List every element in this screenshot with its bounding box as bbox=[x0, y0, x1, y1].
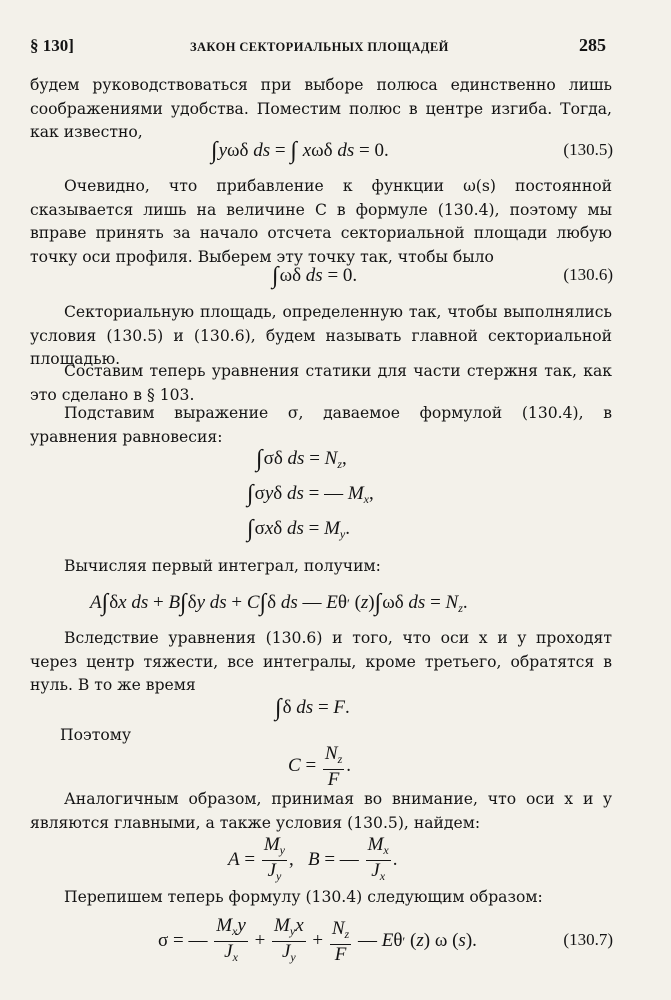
equilibrium-eq-mx: ∫σyδ ds = — $M_x$, bbox=[247, 481, 374, 507]
paragraph-4: Составим теперь уравнения статики для части стержня так, как это сделано в § 103. bbox=[30, 362, 612, 404]
running-title: ЗАКОН СЕКТОРИАЛЬНЫХ ПЛОЩАДЕЙ bbox=[190, 40, 449, 54]
section-ref: § 130] bbox=[30, 36, 74, 55]
formula-area: ∫δ ds = F. bbox=[275, 695, 350, 721]
equation-number-130-5: (130.5) bbox=[563, 140, 613, 159]
formula-130-5: ∫yωδ ds = ∫ xωδ ds = 0. bbox=[211, 138, 389, 164]
formula-first-integral: A∫δx ds + B∫δy ds + C∫δ ds — Eθ′ (z)∫ωδ ds = $N_z$. bbox=[90, 590, 468, 616]
paragraph-5: Подставим выражение σ, даваемое формулой (130.4), в уравнения равновесия: bbox=[30, 404, 612, 446]
formula-c: C = $\frac{N_z}{F}$ . bbox=[288, 743, 352, 790]
paragraph-8: Поэтому bbox=[60, 726, 132, 744]
equilibrium-eq-nz: ∫σδ ds = $N_z$, bbox=[256, 446, 347, 472]
formula-130-7: σ = — $\frac{M_xy}{J_x}$ + $\frac{M_yx}{J_y}$ + $\frac{N_z}{F}$ — Eθ′ (z) ω (s). bbox=[158, 915, 477, 965]
paragraph-3: Секториальную площадь, определенную так, чтобы выполнялись условия (130.5) и (130.6), будем называть главной секториальной площадью. bbox=[30, 303, 612, 368]
paragraph-7: Вследствие уравнения (130.6) и того, что оси x и y проходят через центр тяжести, все интегралы, кроме третьего, обратятся в нуль. В то же время bbox=[30, 629, 612, 694]
formula-130-6: ∫ωδ ds = 0. bbox=[272, 263, 358, 289]
page-number: 285 bbox=[579, 35, 606, 55]
equilibrium-eq-my: ∫σxδ ds = $M_y$. bbox=[247, 516, 350, 542]
paragraph-2: Очевидно, что прибавление к функции ω(s) постоянной сказывается лишь на величине C в формуле (130.4), поэтому мы вправе принять за начало отсчета секториальной площади любую точку оси профиля. Выберем эту точку так, чтобы было bbox=[30, 177, 612, 266]
paragraph-1: будем руководствоваться при выборе полюса единственно лишь соображениями удобства. Поместим полюс в центре изгиба. Тогда, как известно, bbox=[30, 76, 612, 141]
formula-a-b: A = $\frac{M_y}{J_y}$ , B = — $\frac{M_x}{J_x}$ . bbox=[228, 834, 398, 883]
paragraph-9: Аналогичным образом, принимая во внимание, что оси x и y являются главными, а также условия (130.5), найдем: bbox=[30, 790, 612, 832]
paragraph-6: Вычисляя первый интеграл, получим: bbox=[64, 557, 381, 575]
equation-number-130-7: (130.7) bbox=[563, 930, 613, 949]
paragraph-10: Перепишем теперь формулу (130.4) следующим образом: bbox=[64, 888, 543, 906]
equation-number-130-6: (130.6) bbox=[563, 265, 613, 284]
